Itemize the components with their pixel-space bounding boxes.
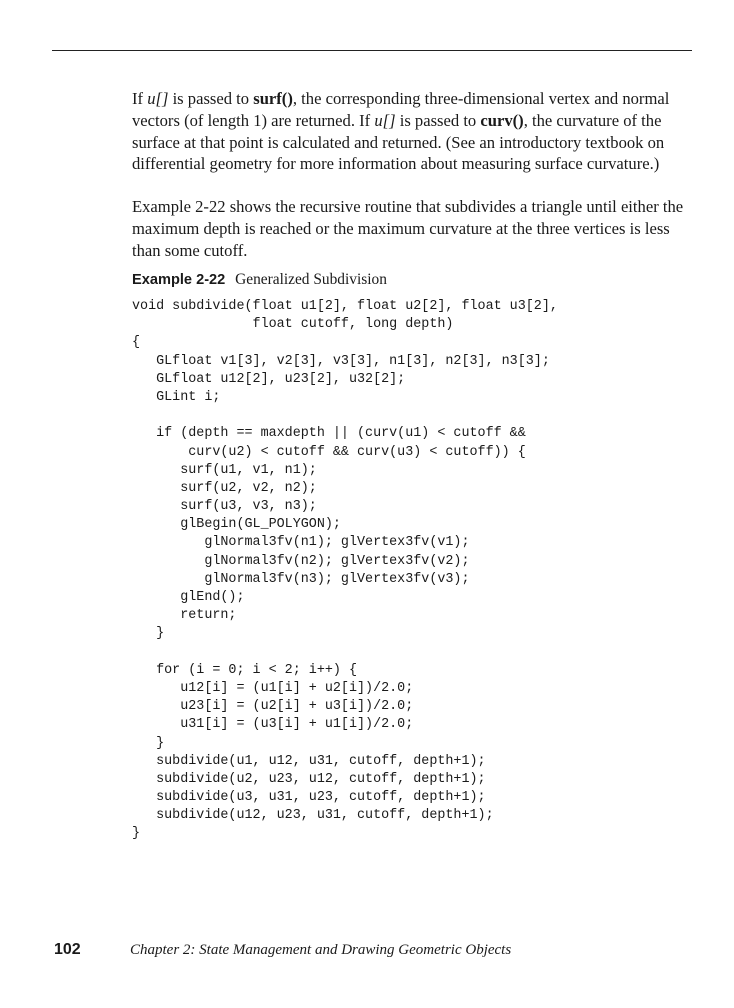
body-paragraph-1 [132, 88, 694, 175]
body-paragraph-2 [132, 196, 694, 261]
text-run: , the curvature of the surface at that point is calculated and returned. (See an introductory textbook on differential geometry for more information about measuring surface curvature.) [132, 110, 665, 174]
code-line: glBegin(GL_POLYGON); [132, 517, 341, 533]
code-line: u23[i] = (u2[i] + u3[i])/2.0; [132, 699, 414, 715]
code-line [132, 644, 558, 662]
code-line: surf(u2, v2, n2); [132, 480, 317, 496]
code-line: for (i = 0; i < 2; i++) { [132, 662, 357, 678]
code-line: surf(u1, v1, n1); [132, 462, 317, 478]
text-run: u[] [374, 110, 396, 130]
page-footer [54, 941, 694, 961]
text-run: , the corresponding three-dimensional vertex and normal vectors (of length 1) are returned. If [132, 89, 670, 130]
text-run: u[] [147, 89, 169, 108]
code-line: GLint i; [132, 389, 221, 405]
code-line: } [132, 826, 141, 842]
text-run: surf() [253, 89, 293, 108]
example-caption [132, 270, 387, 290]
code-line: GLfloat u12[2], u23[2], u32[2]; [132, 371, 406, 387]
code-line: if (depth == maxdepth || (curv(u1) < cutoff && [132, 426, 526, 442]
code-line: glNormal3fv(n2); glVertex3fv(v2); [132, 553, 470, 569]
text-run: Example 2-22 shows the recursive routine that subdivides a triangle until either the maximum depth is reached or the maximum curvature at the three vertices is less than some cutoff. [132, 197, 684, 260]
code-line: } [132, 626, 165, 642]
code-line: float cutoff, long depth) [132, 317, 454, 333]
page-number: 102 [54, 941, 81, 958]
example-title: Generalized Subdivision [235, 271, 387, 288]
code-line: surf(u3, v3, n3); [132, 499, 317, 515]
code-line: return; [132, 608, 237, 624]
code-line: } [132, 735, 165, 751]
code-line: glEnd(); [132, 590, 245, 605]
code-line: glNormal3fv(n3); glVertex3fv(v3); [132, 571, 470, 587]
text-run: is passed to [168, 89, 254, 108]
code-line: u31[i] = (u3[i] + u1[i])/2.0; [132, 717, 414, 733]
code-line: subdivide(u2, u23, u12, cutoff, depth+1); [132, 771, 486, 787]
code-line: u12[i] = (u1[i] + u2[i])/2.0; [132, 680, 414, 696]
code-line: GLfloat v1[3], v2[3], v3[3], n1[3], n2[3], n3[3]; [132, 353, 550, 369]
code-line: curv(u2) < cutoff && curv(u3) < cutoff)) { [132, 444, 526, 460]
example-label: Example 2-22 [132, 272, 226, 288]
code-line: glNormal3fv(n1); glVertex3fv(v1); [132, 535, 470, 551]
code-line: subdivide(u3, u31, u23, cutoff, depth+1); [132, 790, 486, 806]
code-line: subdivide(u1, u12, u31, cutoff, depth+1); [132, 753, 486, 769]
text-run: If [132, 89, 148, 108]
code-line: subdivide(u12, u23, u31, cutoff, depth+1); [132, 808, 494, 824]
top-rule [52, 50, 692, 51]
text-run: curv() [480, 110, 524, 130]
running-title: Chapter 2: State Management and Drawing Geometric Objects [130, 942, 512, 958]
code-line [132, 407, 558, 425]
code-listing [132, 298, 558, 844]
code-line: void subdivide(float u1[2], float u2[2], float u3[2], [132, 299, 558, 314]
code-line: { [132, 335, 141, 351]
text-run: is passed to [395, 110, 481, 130]
